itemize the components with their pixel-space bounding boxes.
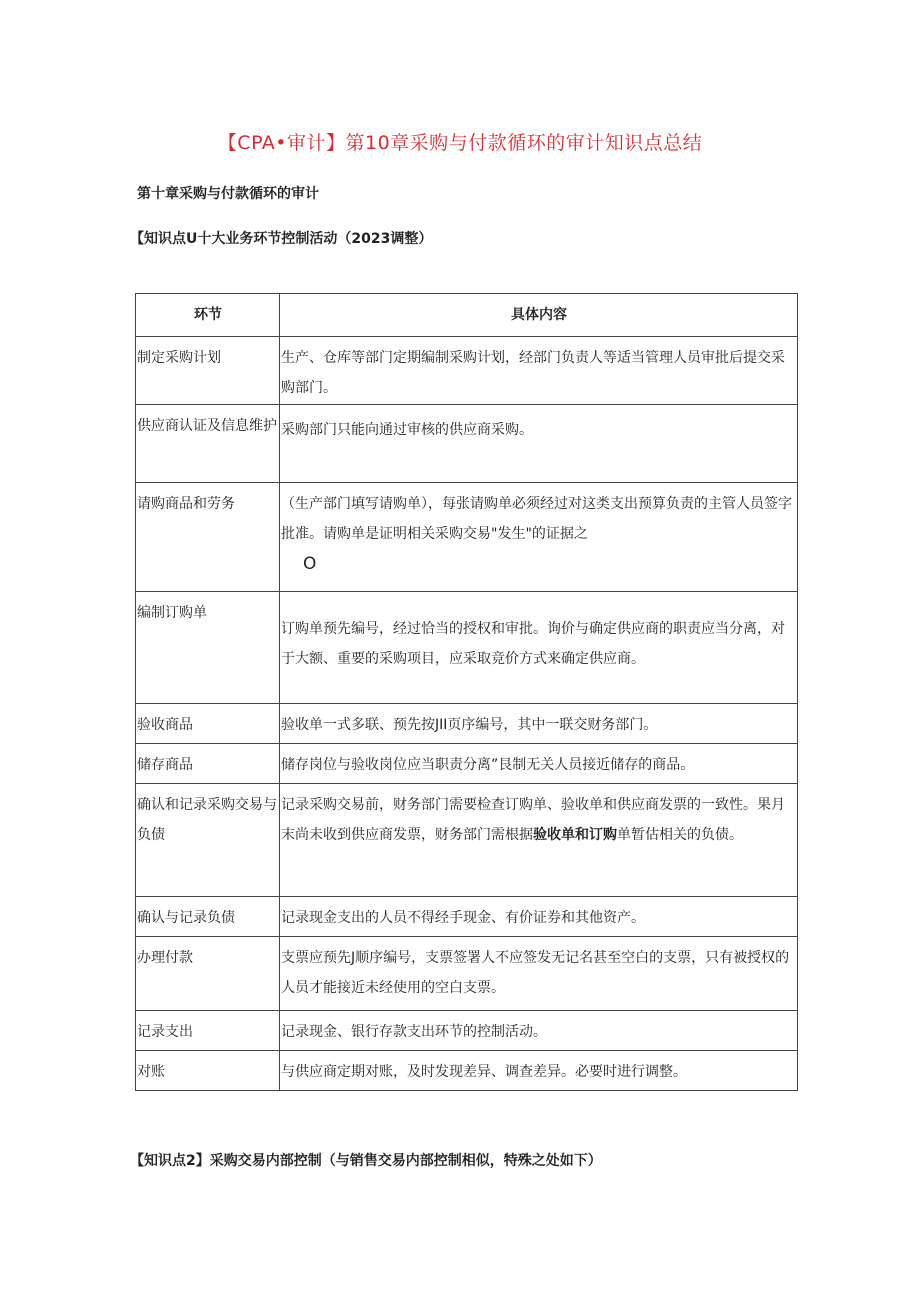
row-content: 支票应预先J顺序编号，支票签署人不应签发无记名甚至空白的支票，只有被授权的人员才能接近未经使用的空白支票。 (281, 950, 790, 996)
table-header-row (136, 294, 798, 337)
row-content: 记录现金支出的人员不得经手现金、有价证券和其他资产。 (281, 910, 645, 926)
row-step: 编制订购单 (137, 605, 207, 621)
row-content: 验收单一式多联、预先按JII页序编号，其中一联交财务部门。 (281, 717, 658, 733)
row-content: 订购单预先编号，经过恰当的授权和审批。询价与确定供应商的职责应当分离，对于大额、重要的采购项目，应采取竞价方式来确定供应商。 (281, 621, 785, 667)
table-row (136, 897, 798, 937)
control-activities-table (135, 293, 798, 1091)
row-content-bold: 验收单和订购 (533, 827, 617, 843)
section1-heading: 【知识点U十大业务环节控制活动（2023调整） (130, 231, 433, 247)
table-row (136, 483, 798, 592)
row-content-part-b: 单暂估相关的负债。 (617, 827, 743, 843)
table-row (136, 337, 798, 405)
row-step: 办理付款 (137, 950, 193, 966)
row-content: 采购部门只能向通过审核的供应商采购。 (281, 422, 533, 438)
header-content: 具体内容 (280, 294, 798, 337)
row-step: 验收商品 (137, 717, 193, 733)
table-row (136, 744, 798, 784)
row-step: 对账 (137, 1064, 165, 1080)
table-row (136, 592, 798, 704)
row-content: 储存岗位与验收岗位应当职责分离”艮制无关人员接近储存的商品。 (281, 757, 695, 773)
row-step: 供应商认证及信息维护 (137, 418, 277, 434)
row-content: 与供应商定期对账，及时发现差异、调查差异。必要时进行调整。 (281, 1064, 687, 1080)
chapter-heading: 第十章采购与付款循环的审计 (137, 186, 319, 202)
row-step: 请购商品和劳务 (137, 496, 235, 512)
header-step: 环节 (136, 294, 280, 337)
table-row (136, 405, 798, 483)
row-step: 确认与记录负债 (137, 910, 235, 926)
document-title: 【CPA•审计】第10章采购与付款循环的审计知识点总结 (217, 132, 703, 154)
row-step: 记录支出 (137, 1024, 193, 1040)
section2-heading: 【知识点2】采购交易内部控制（与销售交易内部控制相似，特殊之处如下） (130, 1153, 602, 1169)
row-content: （生产部门填写请购单），每张请购单必须经过对这类支出预算负责的主管人员签字批准。请购单是证明相关采购交易"发生"的证据之 (281, 496, 792, 542)
table-row (136, 937, 798, 1011)
table-row (136, 784, 798, 897)
row-content (281, 784, 797, 850)
row-content-part-a: 记录采购交易前，财务部门需要检查订购单、验收单和供应商发票的一致性。果月末尚未收到供应商发票，财务部门需根据 (281, 797, 785, 843)
row-step: 确认和记录采购交易与负债 (137, 797, 277, 843)
table-row (136, 1051, 798, 1091)
row-step: 储存商品 (137, 757, 193, 773)
row-content-tail: O (303, 554, 317, 574)
table-row (136, 704, 798, 744)
table-row (136, 1011, 798, 1051)
row-content: 生产、仓库等部门定期编制采购计划，经部门负责人等适当管理人员审批后提交采购部门。 (281, 350, 785, 396)
row-content: 记录现金、银行存款支出环节的控制活动。 (281, 1024, 547, 1040)
row-step: 制定采购计划 (137, 350, 221, 366)
